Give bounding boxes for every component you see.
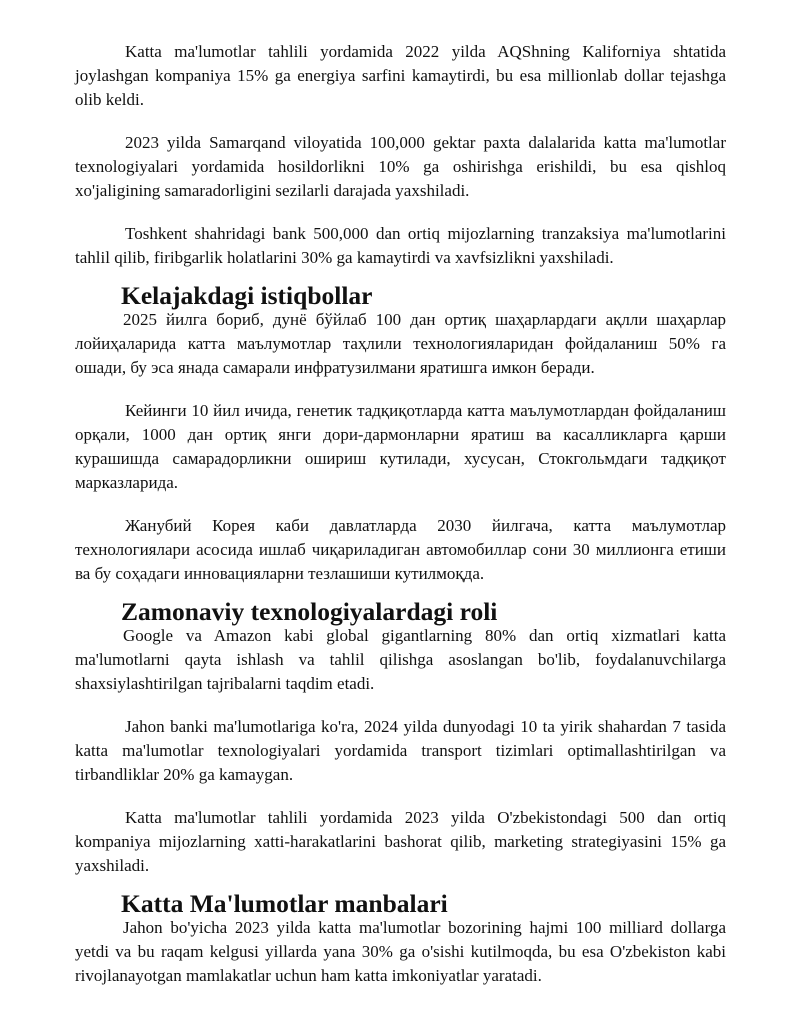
paragraph-big-data-market: Jahon bo'yicha 2023 yilda katta ma'lumotlar bozorining hajmi 100 milliard dollarga yetdi va bu raqam kelgusi yillarda yana 30% ga o'sishi kutilmoqda, bu esa O'zbekiston kabi rivojlanayotgan mamlakatlar uchun ham katta imkoniyatlar yaratadi. — [75, 918, 726, 985]
section-heading-modern-technologies: Zamonaviy texnologiyalardagi roli — [121, 597, 498, 626]
paragraph-south-korea-cars: Жанубий Корея каби давлатларда 2030 йилгача, катта маълумотлар технологиялари асосида ишлаб чиқариладиган автомобиллар сони 30 миллионга етиши ва бу соҳадаги инновацияларни тезлашиши кутилмоқда. — [75, 516, 726, 583]
paragraph-smart-cities: 2025 йилга бориб, дунё бўйлаб 100 дан ортиқ шаҳарлардаги ақлли шаҳарлар лойиҳаларида катта маълумотлар таҳлили технологияларидан фойдаланиш 50% га ошади, бу эса янада самарали инфратузилмани яратишга имкон беради. — [75, 310, 726, 377]
paragraph-uzbekistan-marketing: Katta ma'lumotlar tahlili yordamida 2023 yilda O'zbekistondagi 500 dan ortiq kompaniya mijozlarning xatti-harakatlarini bashorat qilib, marketing strategiyasini 15% ga yaxshiladi. — [75, 808, 726, 875]
section-heading-big-data-sources: Katta Ma'lumotlar manbalari — [121, 889, 448, 918]
paragraph-genetic-research: Кейинги 10 йил ичида, генетик тадқиқотларда катта маълумотлардан фойдаланиш орқали, 1000 дан ортиқ янги дори-дармонларни яратиш ва касалликларга қарши курашишда самарадорликни ошириш кутилади, хусусан, Стокгольмдаги тадқиқот марказларида. — [75, 401, 726, 492]
paragraph-world-bank-transport: Jahon banki ma'lumotlariga ko'ra, 2024 yilda dunyodagi 10 ta yirik shahardan 7 tasida katta ma'lumotlar texnologiyalari yordamida transport tizimlari optimallashtirilgan va tirbandliklar 20% ga kamaygan. — [75, 717, 726, 784]
paragraph-google-amazon: Google va Amazon kabi global gigantlarning 80% dan ortiq xizmatlari katta ma'lumotlarni qayta ishlash va tahlil qilishga asoslangan bo'lib, foydalanuvchilarga shaxsiylashtirilgan tajribalarni taqdim etadi. — [75, 626, 726, 693]
paragraph-samarkand-cotton: 2023 yilda Samarqand viloyatida 100,000 gektar paxta dalalarida katta ma'lumotlar texnologiyalari yordamida hosildorlikni 10% ga oshirishga erishildi, bu esa qishloq xo'jaligining samaradorligini sezilarli darajada yaxshiladi. — [75, 133, 726, 200]
paragraph-california-energy: Katta ma'lumotlar tahlili yordamida 2022 yilda AQShning Kaliforniya shtatida joylashgan kompaniya 15% ga energiya sarfini kamaytirdi, bu esa millionlab dollar tejashga olib keldi. — [75, 42, 726, 109]
paragraph-tashkent-bank: Toshkent shahridagi bank 500,000 dan ortiq mijozlarning tranzaksiya ma'lumotlarini tahlil qilib, firibgarlik holatlarini 30% ga kamaytirdi va xavfsizlikni yaxshiladi. — [75, 224, 726, 267]
document-page — [75, 40, 726, 1007]
section-heading-future-prospects: Kelajakdagi istiqbollar — [121, 281, 373, 310]
